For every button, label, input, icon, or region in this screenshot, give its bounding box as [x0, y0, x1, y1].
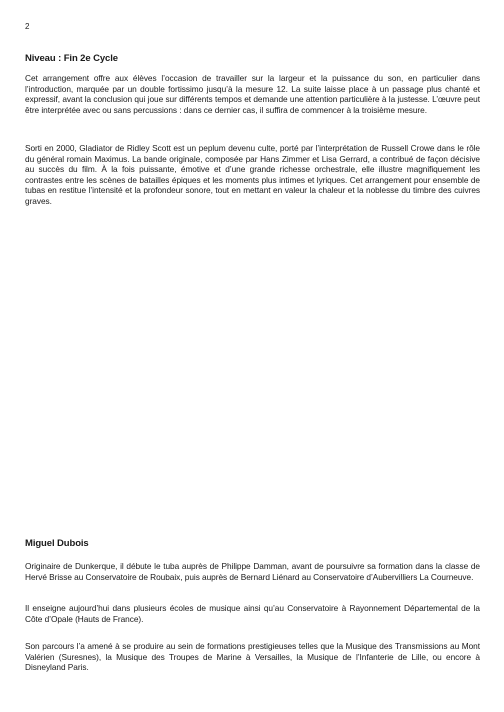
author-bio-paragraph-3: Son parcours l’a amené à se produire au sein de formations prestigieuses telles que la Musique des Transmissions au Mont Valérien (Suresnes), la Musique des Troupes de Marine à Versailles, la Musique de l’Infanterie de Lille, ou encore à Disneyland Paris.	[25, 641, 480, 673]
level-heading: Niveau : Fin 2e Cycle	[25, 53, 118, 64]
author-bio-paragraph-1: Originaire de Dunkerque, il débute le tuba auprès de Philippe Damman, avant de poursuivre sa formation dans la classe de Hervé Brisse au Conservatoire de Roubaix, puis auprès de Bernard Liénard au Conservatoire d’Aubervilliers La Courneuve.	[25, 561, 480, 582]
author-bio-paragraph-2: Il enseigne aujourd’hui dans plusieurs écoles de musique ainsi qu’au Conservatoire à Rayonnement Départemental de la Côte d’Opale (Hauts de France).	[25, 603, 480, 624]
page-number: 2	[25, 22, 30, 31]
description-paragraph-1: Cet arrangement offre aux élèves l’occasion de travailler sur la largeur et la puissance du son, en particulier dans l’introduction, marquée par un double fortissimo jusqu’à la mesure 12. La suite laisse place à un passage plus chanté et expressif, avant la conclusion qui joue sur différents tempos et demande une attention particulière à la justesse. L’œuvre peut être interprétée avec ou sans percussions : dans ce dernier cas, il suffira de commencer à la troisième mesure.	[25, 73, 480, 115]
author-name: Miguel Dubois	[25, 538, 89, 549]
description-paragraph-2: Sorti en 2000, Gladiator de Ridley Scott est un peplum devenu culte, porté par l’interprétation de Russell Crowe dans le rôle du général romain Maximus. La bande originale, composée par Hans Zimmer et Lisa Gerrard, a contribué de façon décisive au succès du film. À la fois puissante, émotive et d’une grande richesse orchestrale, elle illustre magnifiquement les contrastes entre les scènes de batailles épiques et les moments plus intimes et lyriques. Cet arrangement pour ensemble de tubas en restitue l’intensité et la profondeur sonore, tout en mettant en valeur la chaleur et la noblesse du timbre des cuivres graves.	[25, 143, 480, 206]
